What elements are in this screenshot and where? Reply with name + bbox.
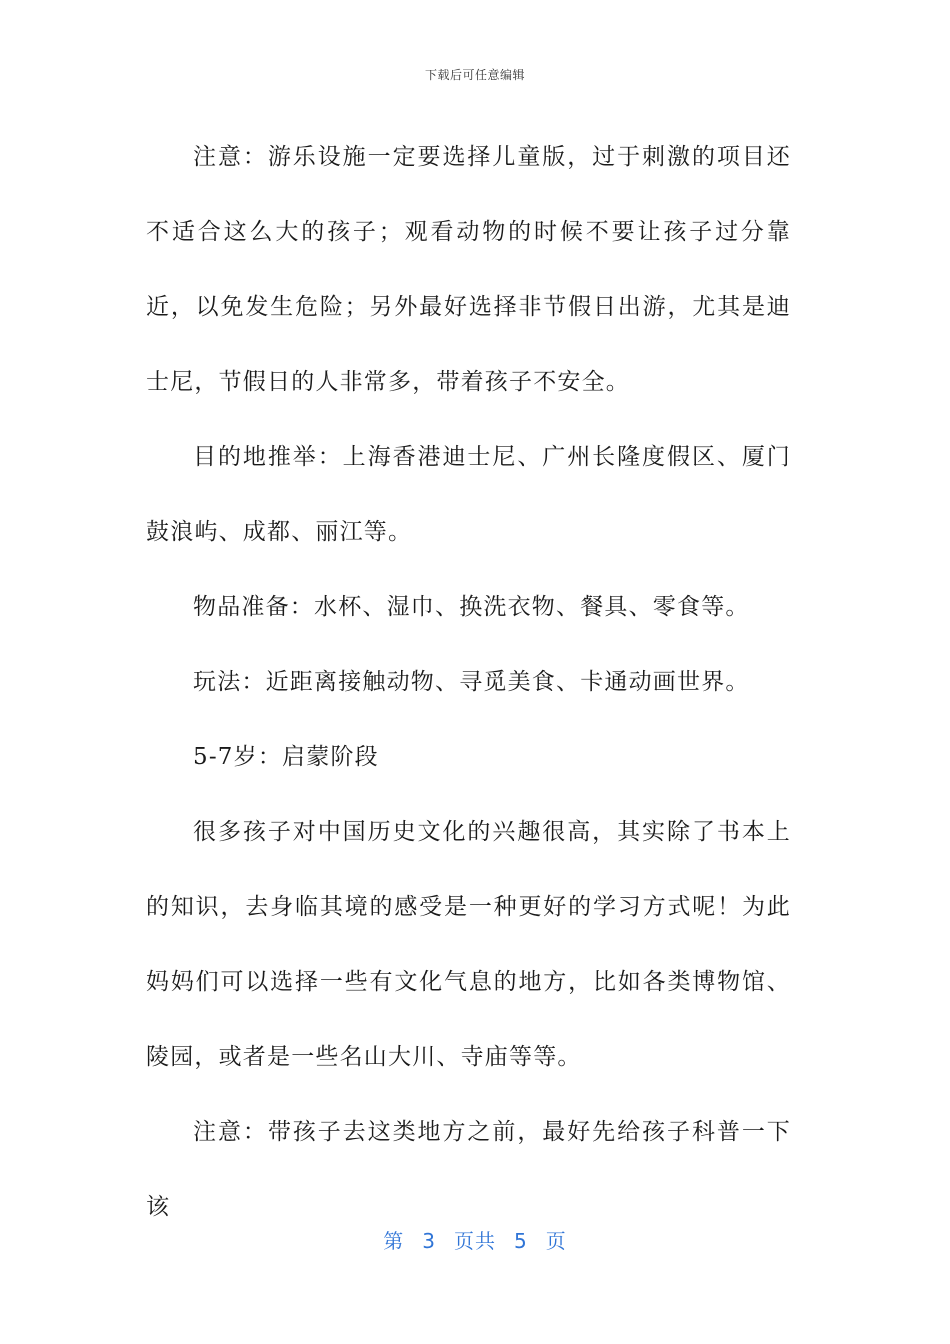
footer-suffix: 页 <box>545 1229 567 1253</box>
paragraph-notice-1: 注意：游乐设施一定要选择儿童版，过于刺激的项目还不适合这么大的孩子；观看动物的时候不要让孩子过分靠近，以免发生危险；另外最好选择非节假日出游，尤其是迪士尼，节假日的人非常多，带着孩子不安全。 <box>146 144 791 395</box>
paragraph-culture: 很多孩子对中国历史文化的兴趣很高，其实除了书本上的知识，去身临其境的感受是一种更好的学习方式呢！为此妈妈们可以选择一些有文化气息的地方，比如各类博物馆、陵园，或者是一些名山大川、寺庙等等。 <box>146 819 791 1070</box>
paragraph-items: 物品准备：水杯、湿巾、换洗衣物、餐具、零食等。 <box>193 594 750 620</box>
paragraph-destinations: 目的地推举：上海香港迪士尼、广州长隆度假区、厦门鼓浪屿、成都、丽江等。 <box>146 444 791 545</box>
section-heading-age-5-7: 5-7岁：启蒙阶段 <box>193 744 379 770</box>
paragraph-activities: 玩法：近距离接触动物、寻觅美食、卡通动画世界。 <box>193 669 750 695</box>
document-body <box>146 120 791 1245</box>
page-header: 下载后可任意编辑 <box>424 68 525 82</box>
footer-middle: 页共 <box>454 1229 496 1253</box>
paragraph-notice-2: 注意：带孩子去这类地方之前，最好先给孩子科普一下该 <box>146 1119 791 1220</box>
page-footer <box>0 1225 950 1254</box>
footer-prefix: 第 <box>383 1229 405 1253</box>
current-page-number: 3 <box>422 1229 436 1253</box>
total-pages-number: 5 <box>514 1229 528 1253</box>
